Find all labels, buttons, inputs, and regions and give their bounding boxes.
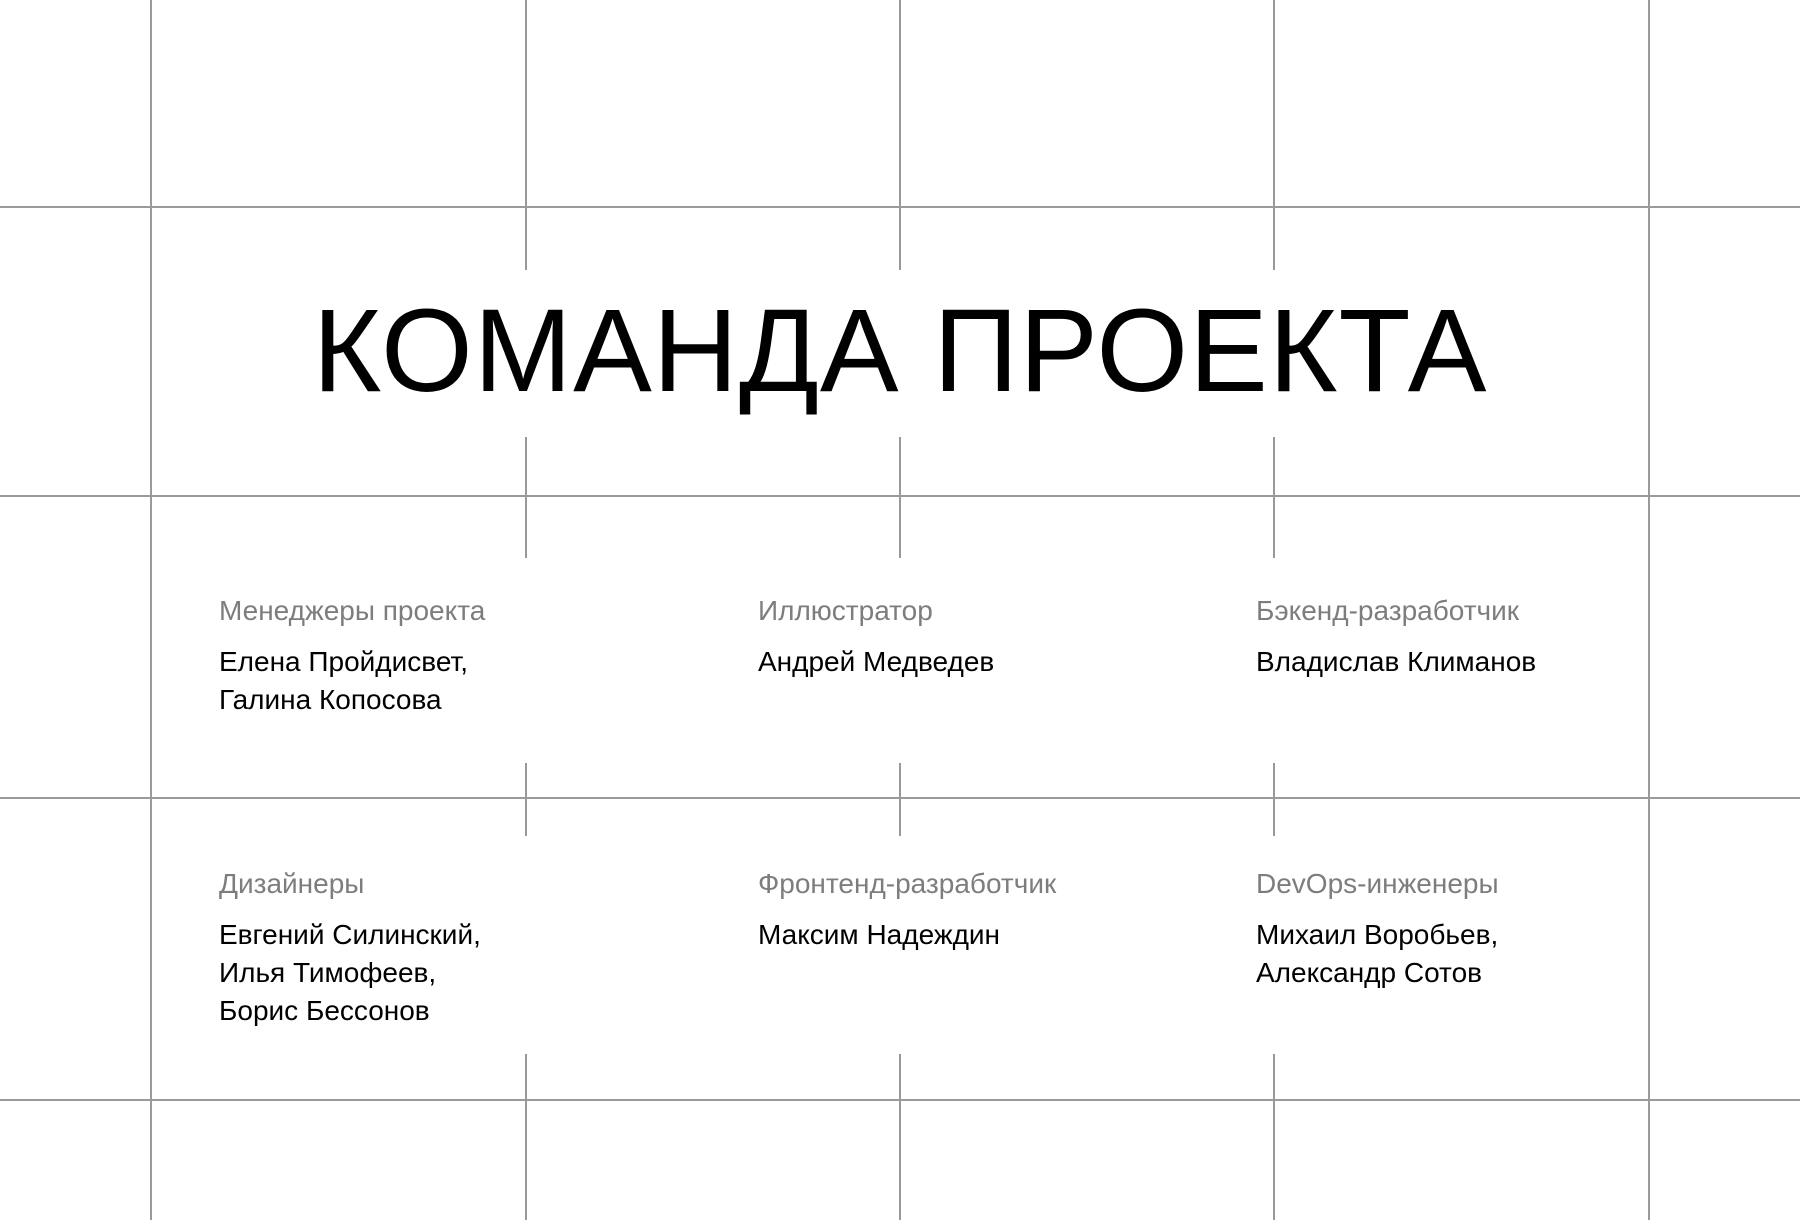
role-names: [758, 643, 1178, 681]
page-title: КОМАНДА ПРОЕКТА: [312, 285, 1488, 417]
member-name: Владислав Климанов: [1256, 646, 1537, 677]
member-name: Евгений Силинский,: [219, 919, 481, 950]
team-block-project-managers: [219, 594, 639, 719]
member-name: Андрей Медведев: [758, 646, 995, 677]
team-block-backend-developer: [1256, 594, 1676, 681]
team-block-illustrator: [758, 594, 1178, 681]
role-label: Бэкенд-разработчик: [1256, 595, 1520, 626]
team-block-designers: [219, 867, 639, 1030]
role-label: Менеджеры проекта: [219, 595, 486, 626]
member-name: Александр Сотов: [1256, 957, 1483, 988]
team-block-frontend-developer: [758, 867, 1178, 954]
member-name: Борис Бессонов: [219, 995, 430, 1026]
role-names: [219, 643, 639, 719]
member-name: Галина Копосова: [219, 684, 442, 715]
member-name: Максим Надеждин: [758, 919, 1001, 950]
team-block-devops-engineers: [1256, 867, 1676, 992]
role-names: [1256, 643, 1676, 681]
member-name: Илья Тимофеев,: [219, 957, 437, 988]
member-name: Елена Пройдисвет,: [219, 646, 468, 677]
role-label: Дизайнеры: [219, 868, 365, 899]
role-names: [758, 916, 1178, 954]
role-names: [1256, 916, 1676, 992]
role-label: Иллюстратор: [758, 595, 933, 626]
role-label: DevOps-инженеры: [1256, 868, 1499, 899]
role-names: [219, 916, 639, 1030]
member-name: Михаил Воробьев,: [1256, 919, 1499, 950]
role-label: Фронтенд-разработчик: [758, 868, 1057, 899]
